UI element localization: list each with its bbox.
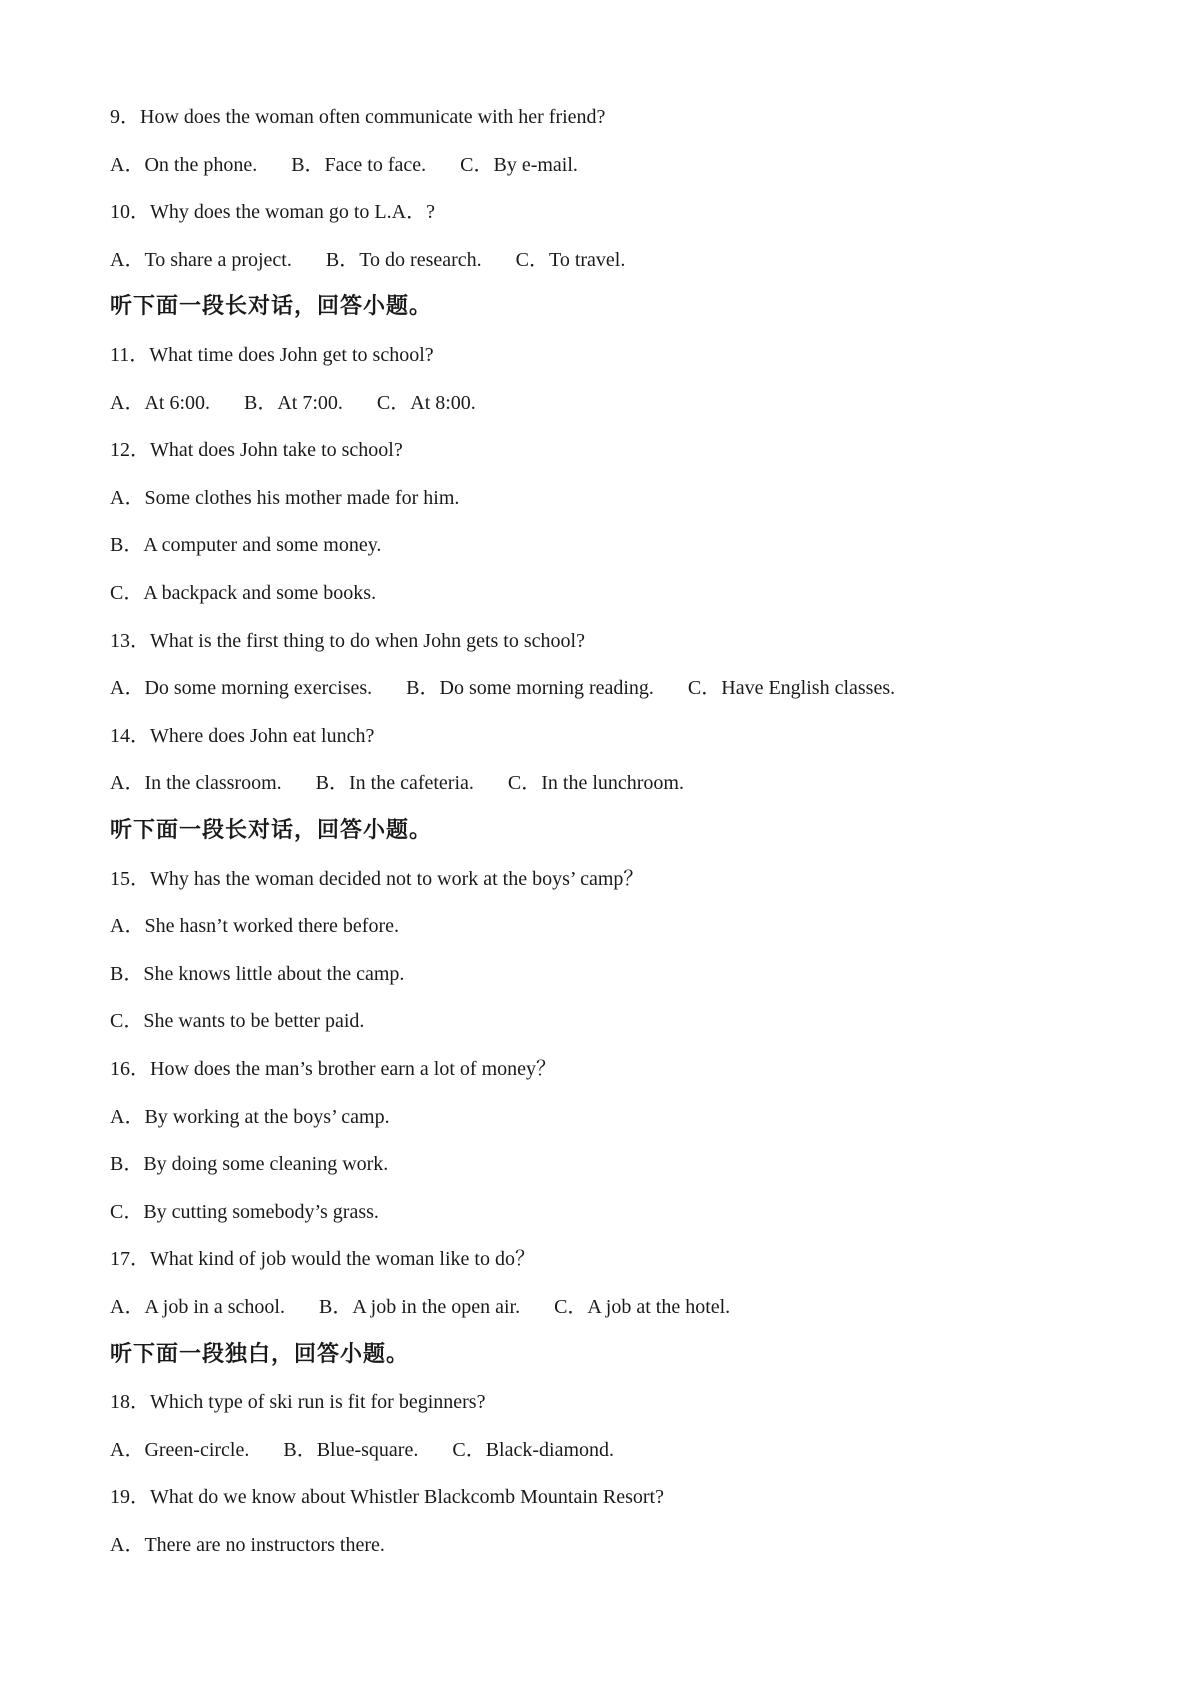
question-text: 16．How does the man’s brother earn a lot of money？ (110, 1058, 557, 1080)
option-a: A．A job in a school. (110, 1296, 285, 1318)
question-17 (110, 1244, 535, 1274)
question-10 (110, 197, 435, 227)
question-19 (110, 1482, 664, 1512)
question-text: 14．Where does John eat lunch? (110, 725, 375, 747)
question-9-options (110, 150, 578, 180)
question-12 (110, 435, 403, 465)
question-16-option-b: B．By doing some cleaning work. (110, 1153, 389, 1175)
option-c: C．In the lunchroom. (507, 772, 684, 794)
option-c: C．By e-mail. (460, 154, 578, 176)
question-10-options (110, 245, 625, 275)
question-11 (110, 340, 434, 370)
option-c: C．A job at the hotel. (554, 1296, 731, 1318)
question-13 (110, 626, 585, 656)
option-b: B．In the cafeteria. (315, 772, 474, 794)
option-b: B．To do research. (325, 249, 482, 271)
option-b: B．At 7:00. (244, 392, 343, 414)
question-text: 12．What does John take to school? (110, 439, 403, 461)
question-text: 9．How does the woman often communicate with her friend? (110, 106, 606, 128)
question-text: 17．What kind of job would the woman like to do？ (110, 1248, 535, 1270)
question-18 (110, 1387, 485, 1417)
question-12-option-c: C．A backpack and some books. (110, 582, 377, 604)
option-b: B．A job in the open air. (319, 1296, 521, 1318)
question-9 (110, 102, 605, 132)
question-text: 19．What do we know about Whistler Blackcomb Mountain Resort? (110, 1486, 664, 1508)
option-c: C．At 8:00. (376, 392, 476, 414)
question-19-option-a: A．There are no instructors there. (110, 1534, 385, 1556)
option-a: A．At 6:00. (110, 392, 210, 414)
question-15-option-c: C．She wants to be better paid. (110, 1010, 365, 1032)
question-11-options (110, 388, 476, 418)
question-18-options (110, 1435, 614, 1465)
option-c: C．Black-diamond. (452, 1439, 614, 1461)
question-12-option-a: A．Some clothes his mother made for him. (110, 487, 460, 509)
question-16-option-a: A．By working at the boys’ camp. (110, 1106, 390, 1128)
section-heading-2: 听下面一段长对话，回答小题。 (110, 818, 433, 843)
question-15-option-a: A．She hasn’t worked there before. (110, 915, 399, 937)
question-15 (110, 864, 643, 894)
option-c: C．Have English classes. (687, 677, 896, 699)
option-c: C．To travel. (515, 249, 626, 271)
section-heading-1: 听下面一段长对话，回答小题。 (110, 294, 433, 319)
question-14 (110, 721, 374, 751)
option-a: A．Do some morning exercises. (110, 677, 373, 699)
question-16-option-c: C．By cutting somebody’s grass. (110, 1201, 379, 1223)
question-text: 18．Which type of ski run is fit for beginners? (110, 1391, 486, 1413)
question-13-options (110, 673, 895, 703)
question-17-options (110, 1292, 730, 1322)
question-14-options (110, 768, 684, 798)
option-b: B．Blue-square. (283, 1439, 419, 1461)
question-16 (110, 1054, 556, 1084)
option-a: A．On the phone. (110, 154, 258, 176)
question-text: 13．What is the first thing to do when John gets to school? (110, 630, 585, 652)
option-a: A．In the classroom. (110, 772, 282, 794)
question-12-option-b: B．A computer and some money. (110, 534, 382, 556)
question-text: 10．Why does the woman go to L.A．? (110, 201, 435, 223)
question-15-option-b: B．She knows little about the camp. (110, 963, 405, 985)
section-heading-3: 听下面一段独白，回答小题。 (110, 1342, 410, 1367)
question-text: 15．Why has the woman decided not to work at the boys’ camp？ (110, 868, 644, 890)
option-b: B．Do some morning reading. (406, 677, 654, 699)
option-a: A．To share a project. (110, 249, 292, 271)
option-a: A．Green-circle. (110, 1439, 250, 1461)
question-text: 11．What time does John get to school? (110, 344, 434, 366)
option-b: B．Face to face. (291, 154, 427, 176)
